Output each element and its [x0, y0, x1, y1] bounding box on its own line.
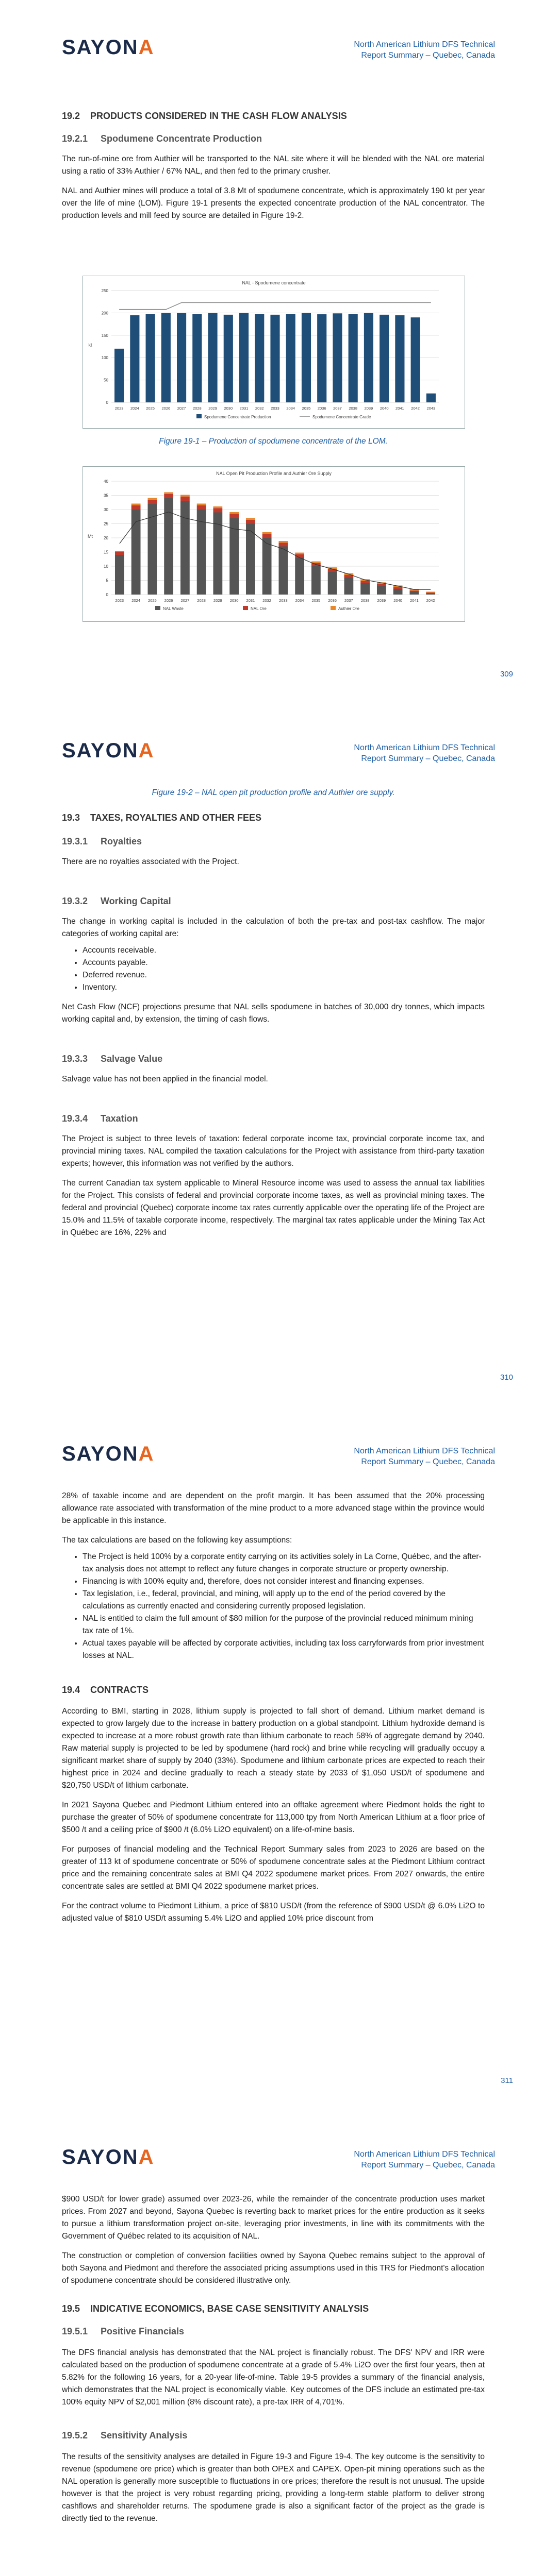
- y-tick-label: 5: [106, 578, 108, 583]
- x-tick-label: 2027: [177, 406, 186, 411]
- legend-label: Authier Ore: [338, 606, 359, 611]
- paragraph: According to BMI, starting in 2028, lithium supply is projected to fall short of demand. Lithium market demand is expected to grow largely due to the increase in battery production on a global standpoint. Lithium hydroxide demand is expected to increase at a more robust growth rate than lithium carbonate to reach 58% of aggregate demand by 2040. Raw material supply is projected to be led by spodumene (hard rock) and brine while recycling will gradually occupy a significant market share of supply by 2040 (33%). Spodumene and lithium carbonate prices are expected to reach their highest price in 2024 and decline gradually to reach a steady state by 2033 of $1,050 USD/t of spodumene and $20,750 USD/t of lithium carbonate.: [62, 1707, 485, 1790]
- bar: [131, 503, 141, 505]
- section-heading: 19.5 INDICATIVE ECONOMICS, BASE CASE SENSITIVITY ANALYSIS: [62, 2303, 369, 2314]
- legend-label: Spodumene Concentrate Grade: [312, 415, 371, 419]
- x-tick-label: 2042: [426, 598, 435, 603]
- bar: [270, 315, 279, 402]
- figure-caption: Figure 19-2 – NAL open pit production profile and Authier ore supply.: [152, 788, 395, 797]
- paragraph: The DFS financial analysis has demonstrated that the NAL project is financially robust. The DFS' NPV and IRR were calculated based on the production of spodumene concentrate at a grade of 5.4% Li2O over the first four years, then at 5.82% for the following 16 years, for a 20-year life-of-mine. Table 19-5 provides a summary of the financial analysis, which demonstrates that the NAL project is economically viable. Key outcomes of the DFS include an estimated pre-tax 100% equity NPV of $2,001 million (8% discount rate), a pre-tax IRR of 4,701%.: [62, 2348, 485, 2406]
- legend-swatch: [155, 606, 160, 610]
- x-tick-label: 2026: [164, 598, 173, 603]
- x-tick-label: 2040: [380, 406, 389, 411]
- x-tick-label: 2033: [279, 598, 288, 603]
- paragraph: $900 USD/t for lower grade) assumed over 2023-26, while the remainder of the concentrate production uses market prices. From 2027 and beyond, Sayona Quebec is reverting back to market prices for the entire production as it seeks to pursue a lithium transformation project on-site, leveraging prior investments, in line with its commitments with the Government of Québec related to its acquisition of NAL.: [62, 2195, 485, 2241]
- page-3: [0, 1406, 544, 2110]
- bar: [262, 538, 272, 595]
- bar: [180, 497, 190, 501]
- figure-19-2-chart: [83, 466, 465, 622]
- bar: [393, 589, 403, 595]
- sayona-logo: SAYONA: [62, 1443, 155, 1465]
- legend-swatch: [331, 606, 336, 610]
- bar: [426, 592, 435, 593]
- bar: [286, 314, 295, 402]
- section-heading: 19.4 CONTRACTS: [62, 1685, 149, 1695]
- y-tick-label: 100: [101, 355, 108, 361]
- list-item: • Inventory.: [83, 981, 485, 994]
- x-tick-label: 2027: [180, 598, 190, 603]
- page-number: 311: [501, 2076, 513, 2085]
- bar: [333, 313, 342, 402]
- paragraph: Net Cash Flow (NCF) projections presume that NAL sells spodumene in batches of 30,000 dry tonnes, which impacts working capital and, by extension, the timing of cash flows.: [62, 1003, 485, 1024]
- bar: [409, 590, 419, 591]
- bar: [161, 313, 171, 402]
- sayona-logo: SAYONA: [62, 739, 155, 762]
- subsection-heading: 19.5.2 Sensitivity Analysis: [62, 2430, 188, 2441]
- page-1-content: [62, 110, 485, 222]
- bar: [131, 510, 141, 595]
- x-tick-label: 2042: [411, 406, 420, 411]
- bar: [344, 578, 353, 595]
- bar: [213, 508, 222, 512]
- paragraph: Salvage value has not been applied in the financial model.: [62, 1075, 268, 1083]
- y-tick-label: 25: [104, 521, 108, 527]
- bar: [349, 314, 358, 402]
- bar: [115, 551, 124, 555]
- paragraph: 28% of taxable income and are dependent on the profit margin. It has been assumed that the 20% processing allowance rate associated with transformation of the mine product to a more advanced stage within the province would be applicable in this instance.: [62, 1492, 485, 1525]
- bar: [229, 514, 239, 518]
- list-item: • Tax legislation, i.e., federal, provincial, and mining, will apply up to the end of the period covered by the calculations as currently enacted and considering currently proposed legislation.: [83, 1588, 485, 1613]
- bar: [409, 592, 419, 595]
- bar: [360, 583, 370, 595]
- page-2-content: [62, 787, 485, 1239]
- subsection-heading: 19.3.2 Working Capital: [62, 896, 171, 906]
- paragraph: The Project is subject to three levels of taxation: federal corporate income tax, provincial corporate income tax, and provincial mining taxes. NAL compiled the taxation calculations for the Project with assistance from third-party taxation experts; however, this information was not verified by the authors.: [62, 1134, 485, 1168]
- bar: [229, 512, 239, 514]
- list-item: • The Project is held 100% by a corporate entity carrying on its activities solely in La Corne, Québec, and the after-tax analysis does not attempt to reflect any future changes in corporate structure or property ownership.: [83, 1551, 485, 1575]
- paragraph: The construction or completion of conversion facilities owned by Sayona Quebec remains subject to the approval of both Sayona and Piedmont and therefore the associated pricing assumptions used in this TRS for Piedmont's allocation of spodumene concentrate should be considered illustrative only.: [62, 2251, 485, 2285]
- page-4: [0, 2110, 544, 2576]
- figure-19-1-chart: [83, 276, 465, 429]
- bar: [224, 315, 233, 402]
- bar: [147, 500, 157, 504]
- figure-caption: Figure 19-1 – Production of spodumene concentrate of the LOM.: [159, 437, 388, 446]
- x-tick-label: 2030: [229, 598, 239, 603]
- legend-swatch: [196, 414, 202, 418]
- x-tick-label: 2036: [328, 598, 337, 603]
- x-tick-label: 2024: [130, 406, 139, 411]
- chart-title: NAL - Spodumene concentrate: [242, 280, 306, 285]
- x-tick-label: 2039: [364, 406, 373, 411]
- x-tick-label: 2029: [213, 598, 222, 603]
- header-title: North American Lithium DFS Technical Report Summary – Quebec, Canada: [354, 40, 495, 60]
- bar: [377, 584, 386, 586]
- y-tick-label: 10: [104, 564, 108, 569]
- x-tick-label: 2037: [333, 406, 342, 411]
- bar: [208, 313, 217, 402]
- bar: [197, 505, 206, 510]
- x-tick-label: 2033: [271, 406, 279, 411]
- paragraph: The results of the sensitivity analyses are detailed in Figure 19-3 and Figure 19-4. The key outcome is the sensitivity to revenue (spodumene ore price) which is greater than both OPEX and CAPEX. Open-pit mining operations such as the NAL operation is generally more susceptible to fluctuations in ore prices; therefore the result is not unusual. The upside however is that the project is very robust regarding pricing, providing a long-term stable platform to deliver strong cashflows and shareholder returns. The spodumene grade is also a significant factor of the project as the grade is directly tied to the revenue.: [62, 2452, 485, 2523]
- legend-swatch: [243, 606, 248, 610]
- x-tick-label: 2024: [131, 598, 140, 603]
- page-4-content: [62, 2193, 485, 2525]
- bar: [180, 501, 190, 595]
- paragraph: The tax calculations are based on the following key assumptions:: [62, 1536, 292, 1545]
- bullet-list: [62, 1551, 485, 1662]
- list-item: • Accounts receivable.: [83, 944, 485, 957]
- bar: [380, 315, 389, 402]
- bar: [197, 503, 206, 505]
- list-item: • Actual taxes payable will be affected by corporate activities, including tax loss carryforwards from prior investment losses at NAL.: [83, 1637, 485, 1662]
- bar: [164, 494, 173, 498]
- x-tick-label: 2032: [255, 406, 264, 411]
- chart-19-1-svg: [83, 276, 465, 428]
- section-heading: 19.2 PRODUCTS CONSIDERED IN THE CASH FLOW ANALYSIS: [62, 111, 347, 121]
- y-axis-label: kt: [88, 342, 92, 348]
- y-tick-label: 0: [106, 592, 108, 597]
- x-tick-label: 2026: [161, 406, 171, 411]
- x-tick-label: 2037: [344, 598, 353, 603]
- bar: [262, 534, 272, 538]
- x-tick-label: 2031: [246, 598, 255, 603]
- bar: [146, 314, 155, 402]
- bar: [278, 547, 288, 595]
- section-heading: 19.3 TAXES, ROYALTIES AND OTHER FEES: [62, 812, 262, 823]
- legend-label: NAL Waste: [163, 606, 184, 611]
- bar: [426, 394, 436, 402]
- bar: [311, 566, 321, 595]
- bar: [131, 505, 141, 510]
- bar: [262, 532, 272, 534]
- y-tick-label: 15: [104, 550, 108, 555]
- bar: [295, 558, 304, 595]
- paragraph: For purposes of financial modeling and the Technical Report Summary sales from 2023 to 2026 are based on the greater of 113 kt of spodumene concentrate or 50% of spodumene concentrate sales at the Piedmont Lithium contract price and the remaining concentrate sales at BMI Q4 2022 spodumene market prices. From 2027 onwards, the entire concentrate sales are settled at BMI Q4 2022 spodumene market prices.: [62, 1845, 485, 1891]
- y-tick-label: 20: [104, 536, 108, 540]
- bar: [411, 317, 420, 402]
- y-tick-label: 0: [106, 400, 108, 405]
- header-title: North American Lithium DFS Technical Report Summary – Quebec, Canada: [354, 743, 495, 763]
- bullet-list: [62, 944, 485, 994]
- bar: [377, 586, 386, 595]
- bar: [328, 569, 337, 572]
- paragraph: For the contract volume to Piedmont Lithium, a price of $810 USD/t (from the reference of $900 USD/t @ 6.0% Li2O to adjusted value of $810 USD/t assuming 5.4% Li2O and applied 10% price discount from: [62, 1902, 485, 1923]
- x-tick-label: 2025: [146, 406, 155, 411]
- list-item: • NAL is entitled to claim the full amount of $80 million for the purpose of the provincial reduced minimum mining tax rate of 1%.: [83, 1613, 485, 1637]
- x-tick-label: 2034: [295, 598, 304, 603]
- bar: [426, 592, 435, 594]
- paragraph: The current Canadian tax system applicable to Mineral Resource income was used to assess the annual tax liabilities for the Project. This consists of federal and provincial corporate income taxes, as well as provincial mining taxes. The federal and provincial (Quebec) corporate income tax rates currently applicable over the operating life of the Project are 15.0% and 11.5% of taxable corporate income, respectively. The marginal tax rates applicable under the Mining Tax Act in Québec are 16%, 22% and: [62, 1179, 485, 1237]
- x-tick-label: 2039: [377, 598, 386, 603]
- page-3-content: [62, 1490, 485, 1925]
- y-tick-label: 35: [104, 493, 108, 498]
- x-tick-label: 2035: [302, 406, 311, 411]
- x-tick-label: 2025: [148, 598, 157, 603]
- legend-label: Spodumene Concentrate Production: [204, 415, 271, 419]
- x-tick-label: 2038: [349, 406, 358, 411]
- x-tick-label: 2023: [115, 598, 124, 603]
- subsection-heading: 19.2.1 Spodumene Concentrate Production: [62, 133, 262, 144]
- bar: [239, 313, 249, 402]
- bar: [246, 518, 255, 520]
- bar: [328, 572, 337, 595]
- bar: [302, 313, 311, 402]
- page-header: [62, 1443, 495, 1479]
- bar: [114, 349, 124, 402]
- page-header: [62, 739, 495, 775]
- list-item: • Accounts payable.: [83, 957, 485, 969]
- bar: [395, 315, 404, 402]
- x-tick-label: 2040: [393, 598, 402, 603]
- list-item: • Deferred revenue.: [83, 969, 485, 981]
- bar: [311, 562, 321, 563]
- list-item: • Financing is with 100% equity and, therefore, does not consider interest and financing expenses.: [83, 1575, 485, 1588]
- page-header: [62, 2146, 495, 2182]
- header-title: North American Lithium DFS Technical Report Summary – Quebec, Canada: [354, 1447, 495, 1466]
- bar: [130, 315, 139, 402]
- subsection-heading: 19.3.1 Royalties: [62, 836, 142, 846]
- x-tick-label: 2032: [262, 598, 271, 603]
- chart-title: NAL Open Pit Production Profile and Authier Ore Supply: [216, 471, 332, 476]
- x-tick-label: 2028: [192, 406, 202, 411]
- paragraph: The change in working capital is included in the calculation of both the pre-tax and post-tax cashflow. The major categories of working capital are:: [62, 917, 485, 938]
- bar: [360, 581, 370, 583]
- bar: [364, 313, 373, 402]
- x-tick-label: 2043: [426, 406, 436, 411]
- x-tick-label: 2030: [224, 406, 233, 411]
- x-tick-label: 2023: [114, 406, 124, 411]
- y-tick-label: 200: [101, 311, 108, 316]
- y-tick-label: 30: [104, 507, 108, 512]
- y-tick-label: 150: [101, 333, 108, 338]
- y-tick-label: 50: [104, 378, 108, 383]
- bar: [278, 543, 288, 546]
- y-tick-label: 40: [104, 479, 108, 484]
- bar: [278, 541, 288, 543]
- x-tick-label: 2038: [360, 598, 370, 603]
- y-axis-label: Mt: [88, 534, 93, 539]
- page-number: 310: [500, 1373, 513, 1382]
- paragraph: There are no royalties associated with the Project.: [62, 857, 239, 866]
- subsection-heading: 19.3.4 Taxation: [62, 1113, 138, 1124]
- legend-label: NAL Ore: [251, 606, 267, 611]
- bar: [192, 314, 202, 402]
- bar: [177, 313, 186, 402]
- subsection-heading: 19.5.1 Positive Financials: [62, 2326, 185, 2336]
- x-tick-label: 2041: [410, 598, 419, 603]
- page-header: [62, 36, 495, 72]
- sayona-logo: SAYONA: [62, 36, 155, 59]
- bar: [164, 492, 173, 494]
- bar: [115, 551, 124, 552]
- bar: [147, 498, 157, 499]
- x-tick-label: 2029: [208, 406, 217, 411]
- paragraph: NAL and Authier mines will produce a total of 3.8 Mt of spodumene concentrate, which is approximately 190 kt per year over the life of mine (LOM). Figure 19-1 presents the expected concentrate production of the NAL concentrator. The production levels and mill feed by source are detailed in Figure 19-2.: [62, 187, 485, 220]
- y-tick-label: 250: [101, 289, 108, 293]
- bar: [115, 555, 124, 595]
- bar: [246, 524, 255, 595]
- bar: [295, 553, 304, 554]
- bar: [213, 506, 222, 508]
- paragraph: In 2021 Sayona Quebec and Piedmont Lithium entered into an offtake agreement where Piedmont holds the right to purchase the greater of 50% of spodumene concentrate for 113,000 tpy from North American Lithium at a floor price of $500 /t and a ceiling price of $900 /t (6.0% Li2O equivalent) on a life-of-mine basis.: [62, 1801, 485, 1834]
- bar: [426, 593, 435, 595]
- subsection-heading: 19.3.3 Salvage Value: [62, 1054, 163, 1064]
- chart-19-2-svg: [83, 467, 465, 621]
- x-tick-label: 2035: [311, 598, 321, 603]
- page-2: [0, 703, 544, 1406]
- x-tick-label: 2031: [239, 406, 249, 411]
- bar: [246, 520, 255, 524]
- x-tick-label: 2036: [317, 406, 326, 411]
- x-tick-label: 2028: [197, 598, 206, 603]
- sayona-logo: SAYONA: [62, 2146, 155, 2168]
- bar: [393, 587, 403, 589]
- header-title: North American Lithium DFS Technical Report Summary – Quebec, Canada: [354, 2150, 495, 2170]
- x-tick-label: 2034: [286, 406, 295, 411]
- bar: [213, 513, 222, 595]
- bar: [180, 495, 190, 496]
- paragraph: The run-of-mine ore from Authier will be transported to the NAL site where it will be blended with the NAL ore material using a ratio of 33% Authier / 67% NAL, and then fed to the primary crusher.: [62, 155, 485, 176]
- bar: [317, 314, 326, 402]
- x-tick-label: 2041: [395, 406, 404, 411]
- bar: [255, 314, 264, 402]
- page-number: 309: [500, 670, 513, 679]
- page-1: [0, 0, 544, 703]
- grade-line: [119, 302, 431, 309]
